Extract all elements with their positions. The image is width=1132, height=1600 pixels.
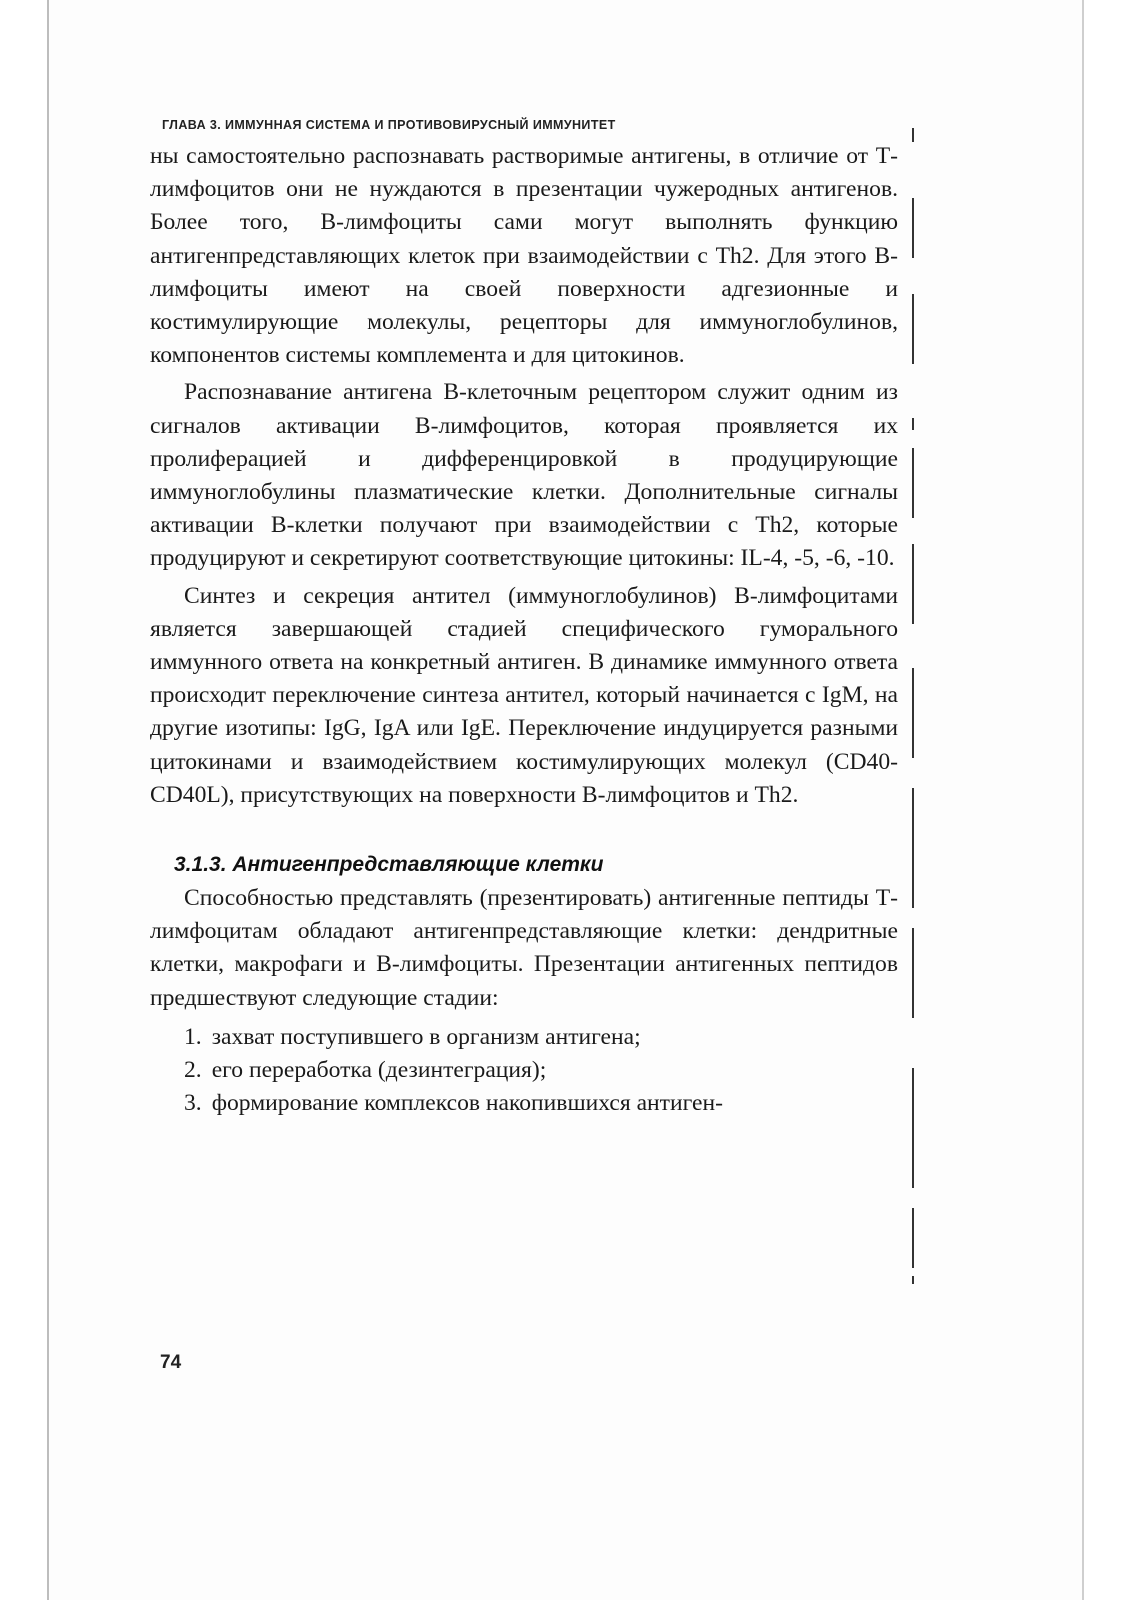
running-head: ГЛАВА 3. ИММУННАЯ СИСТЕМА И ПРОТИВОВИРУСНЫЙ ИММУНИТЕТ [162, 118, 616, 132]
list-item-text: его переработка (дезинтеграция); [211, 1057, 547, 1084]
paragraph: Распознавание антигена В-клеточным рецептором служит одним из сигналов активации В-лимфоцитов, которая проявляется их пролиферацией и дифференцировкой в продуцирующие иммуноглобулины плазматические клетки. Дополнительные сигналы активации В-клетки получают при взаимодействии с Th2, которые продуцируют и секретируют соответствующие цитокины: IL-4, -5, -6, -10. [150, 379, 898, 572]
margin-mark [912, 418, 914, 430]
paragraph: Способностью представлять (презентировать) антигенные пептиды Т-лимфоцитам обладают антигенпредставляющие клетки: дендритные клетки, макрофаги и В-лимфоциты. Презентации антигенных пептидов предшествуют следующие стадии: [150, 885, 898, 1011]
margin-mark [912, 788, 914, 908]
list-item-text: захват поступившего в организм антигена; [211, 1023, 641, 1050]
margin-mark [912, 1208, 914, 1268]
body-text-before [150, 140, 898, 812]
body-text-after [150, 882, 898, 1015]
list-item [150, 1054, 898, 1087]
list-item [150, 1087, 898, 1120]
list-item-number: 3. [184, 1090, 202, 1117]
margin-mark [912, 198, 914, 258]
margin-mark [912, 128, 914, 142]
paragraph: Синтез и секреция антител (иммуноглобулинов) В-лимфоцитами является завершающей стадией специфического гуморального иммунного ответа на конкретный антиген. В динамике иммунного ответа происходит переключение синтеза антител, который начинается с IgM, на другие изотипы: IgG, IgA или IgE. Переключение индуцируется разными цитокинами и взаимодействием костимулирующих молекул (CD40-CD40L), присутствующих на поверхности В-лимфоцитов и Th2. [150, 582, 898, 808]
list-item-number: 2. [184, 1057, 202, 1084]
page-number: 74 [160, 1352, 182, 1373]
list-item-text: формирование комплексов накопившихся антиген- [211, 1090, 723, 1117]
margin-mark [912, 1276, 914, 1284]
margin-mark [912, 928, 914, 1018]
section-heading: 3.1.3. Антигенпредставляющие клетки [174, 853, 604, 877]
stages-list [150, 1021, 898, 1121]
paragraph: ны самостоятельно распознавать растворимые антигены, в отличие от Т-лимфоцитов они не нуждаются в презентации чужеродных антигенов. Более того, В-лимфоциты сами могут выполнять функцию антигенпредставляющих клеток при взаимодействии с Th2. Для этого В-лимфоциты имеют на своей поверхности адгезионные и костимулирующие молекулы, рецепторы для иммуноглобулинов, компонентов системы комплемента и для цитокинов. [150, 143, 898, 369]
margin-mark [912, 448, 914, 518]
page-content [150, 118, 898, 1120]
margin-mark [912, 1068, 914, 1188]
list-item-number: 1. [184, 1023, 202, 1050]
margin-mark [912, 668, 914, 758]
list-item [150, 1021, 898, 1054]
margin-mark [912, 544, 914, 624]
margin-marks [904, 128, 924, 1288]
margin-mark [912, 294, 914, 364]
